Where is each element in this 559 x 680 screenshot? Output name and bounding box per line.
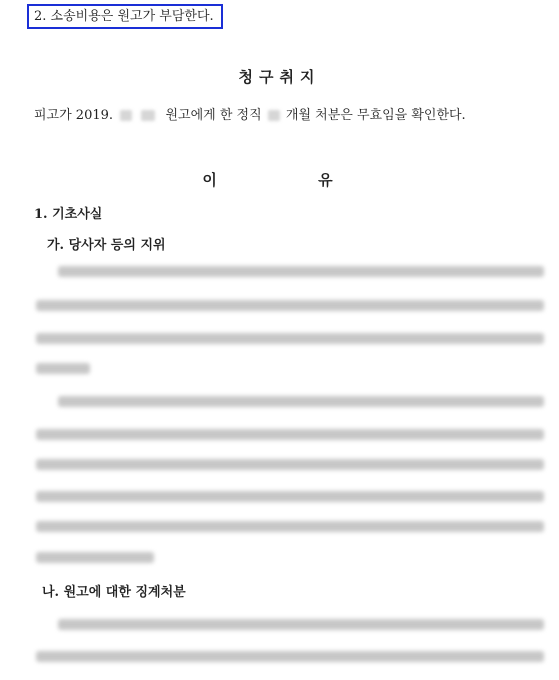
section-heading-basic-facts: 1. 기초사실 <box>34 207 103 222</box>
blurred-text-line <box>58 396 544 407</box>
blurred-text-line <box>58 619 544 630</box>
blurred-text-line <box>58 266 544 277</box>
blurred-text-line <box>36 651 544 662</box>
blurred-text-line <box>36 363 90 374</box>
blurred-text-line <box>36 491 544 502</box>
claim-text <box>34 104 466 123</box>
subsection-heading-parties: 가. 당사자 등의 지위 <box>47 238 166 253</box>
redacted-date-month <box>120 110 132 121</box>
claim-text-middle: 원고에게 한 정직 <box>165 108 262 123</box>
blurred-text-line <box>36 333 544 344</box>
claim-text-suffix: 개월 처분은 무효임을 확인한다. <box>285 108 466 123</box>
blurred-text-line <box>36 521 544 532</box>
subsection-heading-disciplinary: 나. 원고에 대한 징계처분 <box>42 585 186 600</box>
blurred-text-line <box>36 459 544 470</box>
blurred-text-line <box>36 300 544 311</box>
redacted-date-day <box>141 110 155 121</box>
blurred-text-line <box>36 429 544 440</box>
blurred-text-line <box>36 552 154 563</box>
reason-title: 이 유 <box>202 171 381 189</box>
claim-item-highlighted: 2. 소송비용은 원고가 부담한다. <box>27 4 223 29</box>
claim-text-prefix: 피고가 2019. <box>34 108 114 123</box>
claim-title: 청구취지 <box>238 68 321 86</box>
redacted-months <box>268 110 280 121</box>
